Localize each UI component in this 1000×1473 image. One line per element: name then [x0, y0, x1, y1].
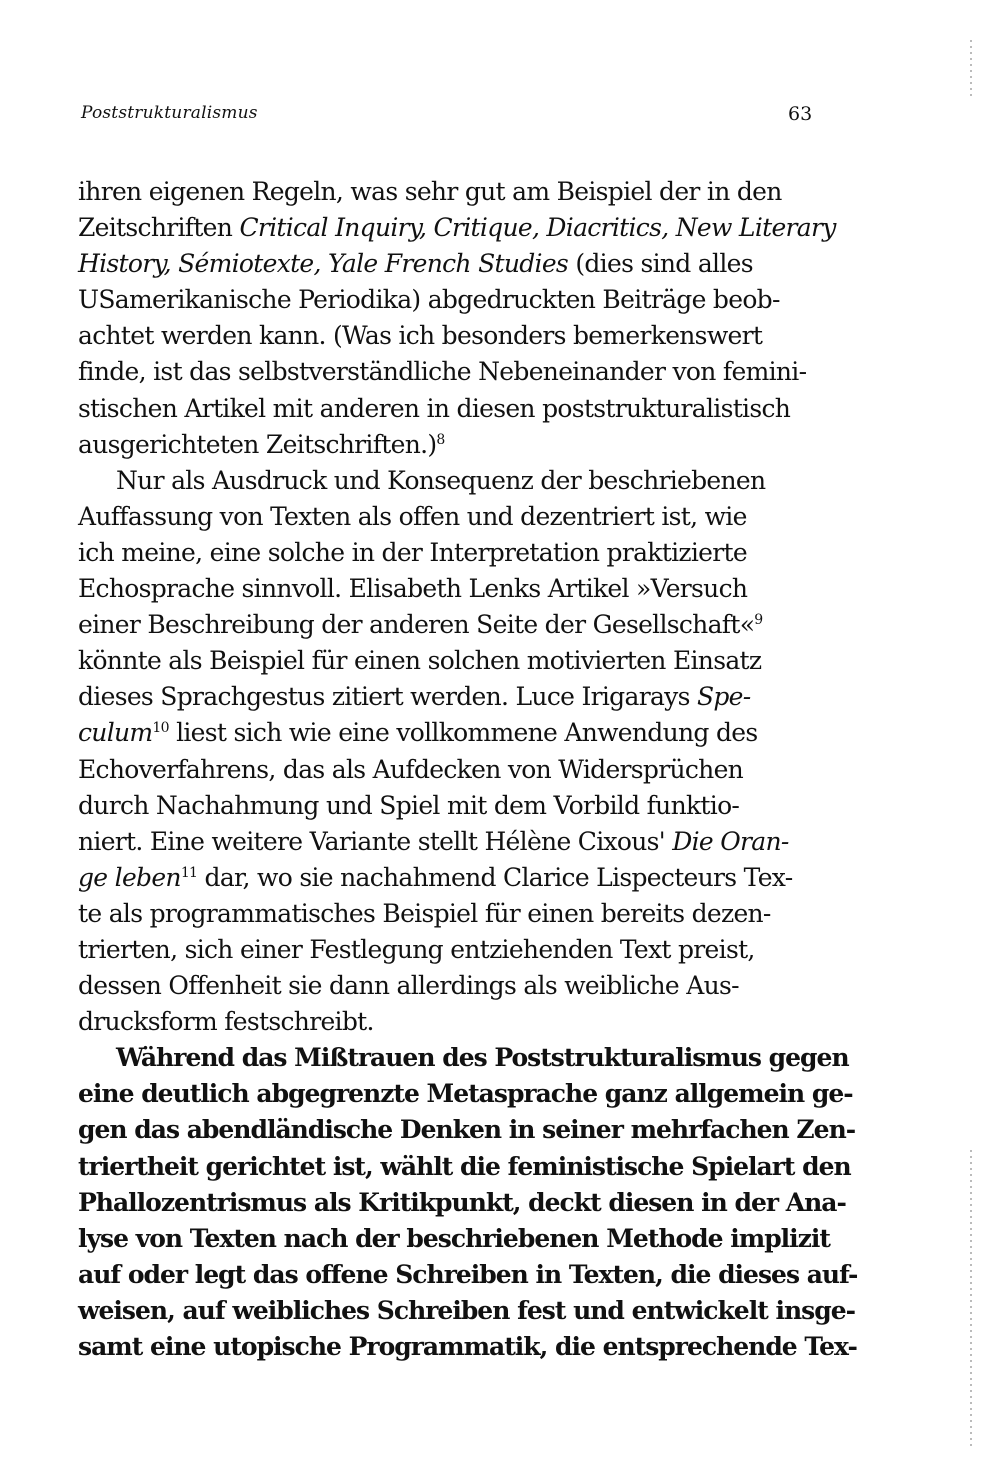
- text-line: finde, ist das selbstverständliche Nebeneinander von femini-: [78, 357, 807, 387]
- text-line: [78, 210, 836, 246]
- text-line: [78, 715, 816, 751]
- journal-titles: History, Sémiotexte, Yale French Studies: [78, 249, 569, 279]
- text-run: (dies sind alles: [568, 249, 753, 279]
- running-title: Poststrukturalismus: [81, 103, 258, 123]
- footnote-marker: 8: [436, 431, 445, 448]
- text-line: dessen Offenheit sie dann allerdings als weibliche Aus-: [78, 971, 739, 1001]
- text-line: gen das abendländische Denken in seiner mehrfachen Zen-: [78, 1115, 856, 1145]
- scan-edge-mark: [970, 40, 972, 100]
- footnote-marker: 9: [754, 612, 763, 629]
- text-line: [78, 860, 816, 896]
- text-line: stischen Artikel mit anderen in diesen poststrukturalistisch: [78, 393, 791, 423]
- scan-edge-mark: [970, 1150, 972, 1450]
- book-title: culum: [78, 718, 153, 748]
- text-line: Phallozentrismus als Kritikpunkt, deckt diesen in der Ana-: [78, 1187, 846, 1217]
- text-line: lyse von Texten nach der beschriebenen Methode implizit: [78, 1223, 830, 1253]
- paragraph-1: [78, 174, 836, 463]
- text-run: einer Beschreibung der anderen Seite der Gesellschaft«: [78, 610, 755, 640]
- text-run: liest sich wie eine vollkommene Anwendung des: [168, 718, 758, 748]
- paragraph-3: [78, 1040, 858, 1365]
- footnote-marker: 10: [152, 720, 169, 737]
- book-title: ge leben: [78, 862, 181, 892]
- text-line: triertheit gerichtet ist, wählt die feministische Spielart den: [78, 1151, 851, 1181]
- text-line: eine deutlich abgegrenzte Metasprache ganz allgemein ge-: [78, 1079, 853, 1109]
- text-line: trierten, sich einer Festlegung entziehenden Text preist,: [78, 934, 755, 964]
- text-line: achtet werden kann. (Was ich besonders bemerkenswert: [78, 321, 763, 351]
- text-line: Während das Mißtrauen des Poststrukturalismus gegen: [116, 1043, 849, 1073]
- text-line: Nur als Ausdruck und Konsequenz der beschriebenen: [116, 465, 766, 495]
- text-line: [78, 607, 816, 643]
- text-line: ihren eigenen Regeln, was sehr gut am Beispiel der in den: [78, 177, 782, 206]
- text-line: könnte als Beispiel für einen solchen motivierten Einsatz: [78, 646, 762, 676]
- journal-titles: Critical Inquiry, Critique, Diacritics, New Literary: [239, 213, 836, 243]
- paragraph-2: [78, 463, 816, 1041]
- book-title: Die Oran-: [672, 826, 789, 856]
- text-line: samt eine utopische Programmatik, die entsprechende Tex-: [78, 1332, 857, 1361]
- text-line: [78, 679, 816, 715]
- text-line: weisen, auf weibliches Schreiben fest und entwickelt insge-: [78, 1295, 855, 1325]
- text-line: [78, 427, 816, 463]
- text-run: dieses Sprachgestus zitiert werden. Luce Irigarays: [78, 682, 697, 712]
- footnote-marker: 11: [180, 864, 198, 881]
- text-line: [78, 246, 816, 282]
- text-line: ich meine, eine solche in der Interpretation praktizierte: [78, 537, 747, 567]
- text-line: drucksform festschreibt.: [78, 1007, 374, 1037]
- text-line: te als programmatisches Beispiel für einen bereits dezen-: [78, 898, 771, 928]
- book-title: Spe-: [696, 682, 751, 712]
- text-run: dar, wo sie nachahmend Clarice Lispecteurs Tex-: [197, 862, 793, 892]
- text-line: Echosprache sinnvoll. Elisabeth Lenks Artikel »Versuch: [78, 574, 748, 604]
- text-line: [78, 824, 816, 860]
- text-line: USamerikanische Periodika) abgedruckten Beiträge beob-: [78, 285, 780, 315]
- text-line: durch Nachahmung und Spiel mit dem Vorbild funktio-: [78, 790, 740, 820]
- body-text: [78, 174, 858, 1365]
- page-number: 63: [788, 103, 813, 125]
- text-run: niert. Eine weitere Variante stellt Hélène Cixous': [78, 826, 673, 856]
- text-line: auf oder legt das offene Schreiben in Texten, die dieses auf-: [78, 1259, 858, 1289]
- text-run: Zeitschriften: [78, 213, 240, 243]
- text-line: Auffassung von Texten als offen und dezentriert ist, wie: [78, 501, 747, 531]
- text-run: ausgerichteten Zeitschriften.): [78, 429, 437, 459]
- text-line: Echoverfahrens, das als Aufdecken von Widersprüchen: [78, 754, 744, 784]
